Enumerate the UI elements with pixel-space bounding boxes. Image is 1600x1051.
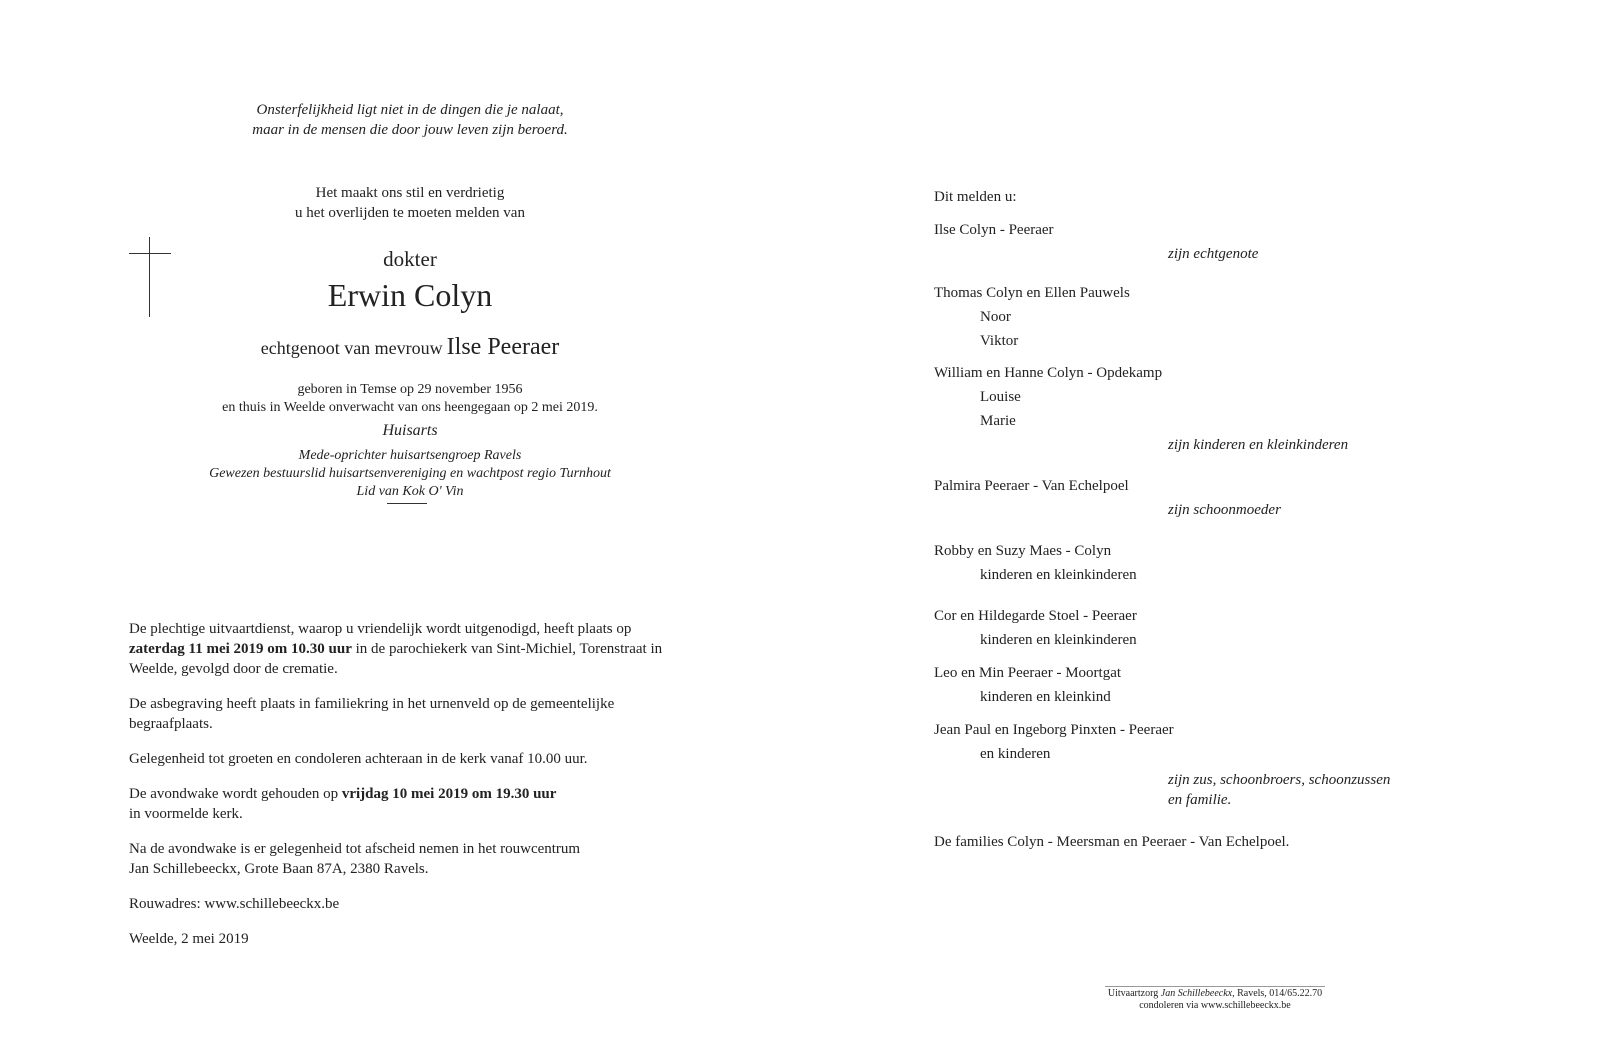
relation-label: en familie.	[1168, 792, 1232, 808]
relation-label: zijn echtgenote	[1168, 246, 1259, 262]
family-member: Thomas Colyn en Ellen Pauwels	[934, 285, 1130, 301]
deceased-title: dokter	[383, 247, 437, 271]
announcement-intro	[160, 183, 660, 223]
birth-line: geboren in Temse op 29 november 1956	[297, 382, 523, 397]
family-member: kinderen en kleinkinderen	[980, 567, 1137, 583]
relation-label: zijn kinderen en kleinkinderen	[1168, 437, 1349, 453]
family-member: Palmira Peeraer - Van Echelpoel	[934, 478, 1129, 494]
footer-line-1	[1105, 988, 1325, 1000]
family-member: kinderen en kleinkind	[980, 689, 1111, 705]
family-member: De families Colyn - Meersman en Peeraer - Van Echelpoel.	[934, 834, 1290, 850]
family-member: Marie	[980, 413, 1016, 429]
family-member: Cor en Hildegarde Stoel - Peeraer	[934, 608, 1137, 624]
wake-date: vrijdag 10 mei 2019 om 19.30 uur	[341, 786, 557, 802]
family-member: Louise	[980, 389, 1021, 405]
deceased-name: Erwin Colyn	[327, 277, 493, 313]
divider	[387, 503, 427, 504]
funeral-date: zaterdag 11 mei 2019 om 10.30 uur	[129, 641, 352, 657]
wake-location: in voormelde kerk.	[129, 806, 243, 822]
spouse-prefix: echtgenoot van mevrouw	[260, 338, 443, 358]
family-member: Ilse Colyn - Peeraer	[934, 222, 1054, 238]
quote-line-2: maar in de mensen die door jouw leven zijn beroerd.	[252, 122, 568, 138]
mourning-address: Rouwadres: www.schillebeeckx.be	[129, 896, 340, 912]
spouse-line	[160, 334, 660, 361]
place-date: Weelde, 2 mei 2019	[129, 931, 249, 947]
roles-list	[160, 447, 660, 501]
role-line: Gewezen bestuurslid huisartsenvereniging en wachtpost regio Turnhout	[209, 466, 611, 481]
spouse-name: Ilse Peeraer	[446, 334, 560, 360]
relation-label: zijn zus, schoonbroers, schoonzussen	[1168, 772, 1391, 788]
family-member: Leo en Min Peeraer - Moortgat	[934, 665, 1122, 681]
funeral-paragraph	[129, 619, 689, 679]
cross-icon	[149, 237, 150, 317]
family-member: William en Hanne Colyn - Opdekamp	[934, 365, 1163, 381]
role-line: Mede-oprichter huisartsengroep Ravels	[298, 448, 522, 463]
family-member: Noor	[980, 309, 1011, 325]
funeral-text: De plechtige uitvaartdienst, waarop u vriendelijk wordt uitgenodigd, heeft plaats op	[129, 621, 632, 637]
funeral-location: in de parochiekerk van Sint-Michiel, Torenstraat in Weelde, gevolgd door de crematie.	[129, 641, 663, 677]
funeral-home-footer	[1105, 988, 1325, 1012]
funeral-home-name: Jan Schillebeeckx	[1160, 988, 1233, 999]
footer-contact: , Ravels, 014/65.22.70	[1232, 988, 1323, 999]
farewell-paragraph	[129, 839, 689, 879]
relation-label: zijn schoonmoeder	[1168, 502, 1281, 518]
ash-burial-paragraph: De asbegraving heeft plaats in familiekring in het urnenveld op de gemeentelijke begraafplaats.	[129, 696, 615, 732]
quote-line-1: Onsterfelijkheid ligt niet in de dingen die je nalaat,	[256, 102, 564, 118]
footer-label: Uitvaartzorg	[1107, 988, 1161, 999]
wake-text: De avondwake wordt gehouden op	[129, 786, 342, 802]
family-member: en kinderen	[980, 746, 1051, 762]
intro-line-2: u het overlijden te moeten melden van	[295, 205, 525, 221]
condolence-paragraph: Gelegenheid tot groeten en condoleren achteraan in de kerk vanaf 10.00 uur.	[129, 751, 588, 767]
family-member: Viktor	[980, 333, 1019, 349]
role-line: Lid van Kok O' Vin	[356, 484, 464, 499]
wake-paragraph	[129, 784, 689, 824]
footer-line-2: condoleren via www.schillebeeckx.be	[1139, 1000, 1291, 1011]
family-member: Robby en Suzy Maes - Colyn	[934, 543, 1112, 559]
life-dates	[160, 381, 660, 417]
family-heading: Dit melden u:	[934, 189, 1017, 205]
farewell-address: Jan Schillebeeckx, Grote Baan 87A, 2380 Ravels.	[129, 861, 429, 877]
family-member: Jean Paul en Ingeborg Pinxten - Peeraer	[934, 722, 1174, 738]
death-line: en thuis in Weelde onverwacht van ons heengegaan op 2 mei 2019.	[222, 400, 598, 415]
intro-line-1: Het maakt ons stil en verdrietig	[315, 185, 505, 201]
family-member: kinderen en kleinkinderen	[980, 632, 1137, 648]
memorial-quote	[160, 100, 660, 140]
footer-divider	[1105, 986, 1325, 987]
profession: Huisarts	[382, 422, 438, 439]
farewell-text: Na de avondwake is er gelegenheid tot afscheid nemen in het rouwcentrum	[129, 841, 581, 857]
service-details	[129, 619, 689, 964]
